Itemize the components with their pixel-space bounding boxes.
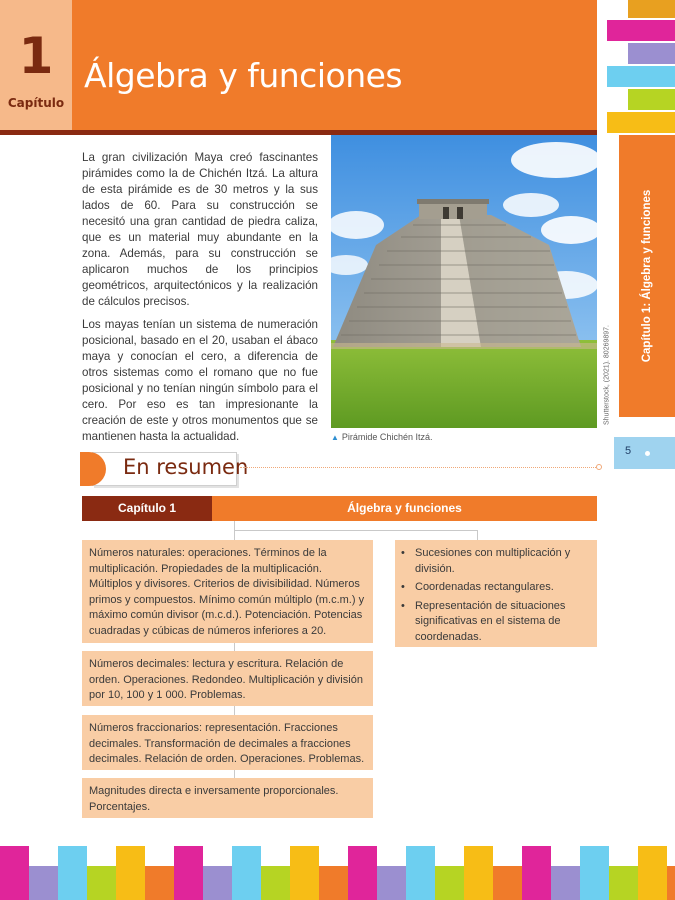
connector-line <box>477 530 478 540</box>
bottom-stripe <box>87 866 116 900</box>
connector-line <box>234 530 478 531</box>
summary-bar-title: Álgebra y funciones <box>212 496 597 521</box>
photo-caption <box>331 432 432 442</box>
side-stripe <box>607 20 675 41</box>
bottom-stripe <box>522 846 551 900</box>
bottom-stripe <box>348 846 377 900</box>
bottom-stripe <box>406 846 435 900</box>
bottom-stripe <box>638 846 667 900</box>
bottom-stripe <box>290 846 319 900</box>
side-stripe <box>607 112 675 133</box>
bottom-stripe <box>435 866 464 900</box>
chapter-number-box <box>0 0 72 130</box>
summary-rule-end <box>596 464 602 470</box>
bottom-stripe <box>116 846 145 900</box>
bottom-stripe <box>232 846 261 900</box>
page-number: 5 <box>624 445 632 457</box>
connector-line <box>234 770 235 778</box>
bottom-stripe <box>203 866 232 900</box>
bottom-stripe <box>464 846 493 900</box>
connector-line <box>234 706 235 715</box>
summary-box-naturales: Números naturales: operaciones. Términos de la multiplicación. Propiedades de la multiplicación. Múltiplos y divisores. Criterios de divisibilidad. Números primos y compuestos. Mínimo común múltiplo (m.c.m.) y máximo común divisor (m.c.d.). Potenciación. Potencias cuadradas y cúbicas de números inferiores a 20. <box>82 540 373 643</box>
chapter-word: Capítulo <box>7 96 65 110</box>
side-chapter-label: Capítulo 1: Álgebra y funciones <box>641 189 653 363</box>
bottom-stripe <box>145 866 174 900</box>
photo-credit: Shutterstock, (2021). 80269897. <box>603 324 611 426</box>
side-stripe <box>607 66 675 87</box>
bottom-stripe <box>29 866 58 900</box>
list-item: • Coordenadas rectangulares. <box>415 580 589 596</box>
list-item: • Representación de situaciones significativas en el sistema de coordenadas. <box>415 599 589 646</box>
bottom-stripe <box>174 846 203 900</box>
page-dot <box>645 451 650 456</box>
summary-box-magnitudes: Magnitudes directa e inversamente proporcionales. Porcentajes. <box>82 778 373 818</box>
bottom-stripe <box>493 866 522 900</box>
bottom-stripe <box>0 846 29 900</box>
bottom-stripe <box>609 866 638 900</box>
summary-right-list <box>415 546 589 645</box>
chapter-number: 1 <box>18 27 54 85</box>
pyramid-photo <box>331 135 597 428</box>
list-item: • Sucesiones con multiplicación y división. <box>415 546 589 577</box>
bottom-stripe <box>377 866 406 900</box>
bottom-stripe <box>261 866 290 900</box>
intro-paragraph-1: La gran civilización Maya creó fascinantes pirámides como la de Chichén Itzá. La altura de esta pirámide es de 30 metros y la sus lados de 60. Para su construcción se necesitó una gran cantidad de piedra caliza, que es un material muy abundante en la zona. Además, para su construcción se aplicaron muchos de los principios geométricos, arquitectónicos y la realización de cálculos precisos. <box>82 151 318 308</box>
bottom-stripe <box>319 866 348 900</box>
summary-dotted-rule <box>240 467 598 468</box>
intro-text <box>82 150 318 452</box>
chapter-title: Álgebra y funciones <box>84 56 403 95</box>
summary-box-right <box>395 540 597 647</box>
intro-paragraph-2: Los mayas tenían un sistema de numeración posicional, basado en el 20, usaban el ábaco maya y conocían el cero, a diferencia de otros sistemas como el romano que no fue posicional y no tenían ningún símbolo para el cero. Por eso es tan impresionante la creación de este y otros monumentos que se mantienen hasta la actualidad. <box>82 318 318 443</box>
connector-line <box>234 643 235 651</box>
side-stripe <box>628 89 675 110</box>
summary-bar-chapter: Capítulo 1 <box>82 496 212 521</box>
bottom-stripe <box>551 866 580 900</box>
triangle-icon: ▲ <box>331 433 339 442</box>
bottom-stripe <box>580 846 609 900</box>
summary-box-decimales: Números decimales: lectura y escritura. Relación de orden. Operaciones. Redondeo. Multiplicación y división por 10, 100 y 1 000. Problemas. <box>82 651 373 706</box>
summary-heading: En resumen <box>123 455 249 479</box>
summary-box-fraccionarios: Números fraccionarios: representación. Fracciones decimales. Transformación de decimales a fracciones decimales. Relación de orden. Operaciones. Problemas. <box>82 715 373 770</box>
bottom-stripe <box>667 866 675 900</box>
side-stripe <box>628 43 675 64</box>
side-stripe <box>628 0 675 18</box>
bottom-stripe <box>58 846 87 900</box>
pyramid-illustration <box>331 135 597 428</box>
photo-caption-text: Pirámide Chichén Itzá. <box>341 432 433 442</box>
